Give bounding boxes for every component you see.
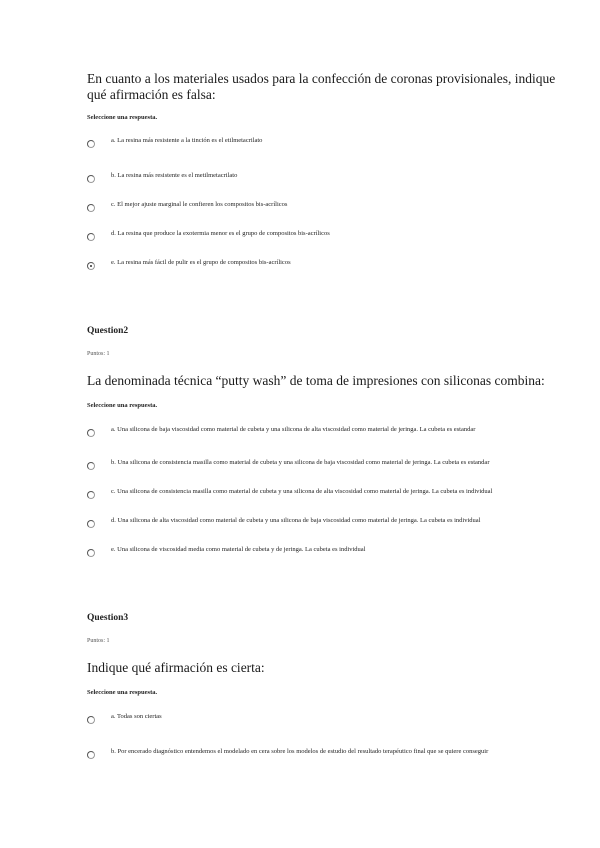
option-label: a. Una silicona de baja viscosidad como material de cubeta y una silicona de alta viscosidad como material de jeringa. La cubeta es estandar (111, 426, 476, 433)
radio-button[interactable] (87, 175, 95, 183)
question-2-heading: Question2 (87, 326, 129, 336)
question-2-text: La denominada técnica “putty wash” de toma de impresiones con siliconas combina: (87, 373, 545, 388)
radio-button[interactable] (87, 429, 95, 437)
radio-button[interactable] (87, 520, 95, 528)
option-label: d. Una silicona de alta viscosidad como material de cubeta y una silicona de baja viscosidad como material de jeringa. La cubeta es individual (111, 517, 481, 524)
question-1-option-d[interactable] (87, 230, 600, 244)
question-1-text-line-1: En cuanto a los materiales usados para la confección de coronas provisionales, indique (87, 71, 556, 86)
option-label: b. Una silicona de consistencia masilla como material de cubeta y una silicona de baja viscosidad como material de jeringa. La cubeta es estandar (111, 459, 490, 466)
option-label: b. Por encerado diagnóstico entendemos el modelado en cera sobre los modelos de estudio del resultado terapéutico final que se quiere conseguir (111, 748, 489, 755)
option-label: b. La resina más resistente es el metilmetacrilato (111, 172, 238, 179)
option-label: c. El mejor ajuste marginal le confieren los compositos bis-acrílicos (111, 201, 288, 208)
question-3-option-b[interactable] (87, 748, 600, 762)
option-label: a. Todas son ciertas (111, 713, 162, 720)
radio-button[interactable] (87, 140, 95, 148)
question-3-option-a[interactable] (87, 713, 600, 727)
question-3-points: Puntos: 1 (87, 638, 110, 644)
question-1-option-b[interactable] (87, 172, 600, 186)
question-1-select-prompt: Seleccione una respuesta. (87, 114, 158, 121)
option-label: e. Una silicona de viscosidad media como material de cubeta y de jeringa. La cubeta es individual (111, 546, 366, 553)
radio-button[interactable] (87, 462, 95, 470)
question-3-heading: Question3 (87, 613, 129, 623)
question-1-text-line-2: qué afirmación es falsa: (87, 87, 216, 102)
radio-button[interactable] (87, 549, 95, 557)
radio-button[interactable] (87, 491, 95, 499)
option-label: e. La resina más fácil de pulir es el grupo de compositos bis-acrílicos (111, 259, 291, 266)
question-2-points: Puntos: 1 (87, 351, 110, 357)
question-2-option-e[interactable] (87, 546, 600, 560)
question-3-select-prompt: Seleccione una respuesta. (87, 689, 158, 696)
question-2-option-c[interactable] (87, 488, 600, 502)
question-1-option-e[interactable] (87, 259, 600, 273)
question-3-text: Indique qué afirmación es cierta: (87, 660, 265, 675)
question-2-option-d[interactable] (87, 517, 600, 531)
question-1-option-c[interactable] (87, 201, 600, 215)
question-2-option-b[interactable] (87, 459, 600, 473)
option-label: c. Una silicona de consistencia masilla como material de cubeta y una silicona de alta viscosidad como material de jeringa. La cubeta es individual (111, 488, 493, 495)
radio-button[interactable] (87, 751, 95, 759)
question-2-select-prompt: Seleccione una respuesta. (87, 402, 158, 409)
radio-button[interactable] (87, 204, 95, 212)
question-1-option-a[interactable] (87, 137, 600, 151)
question-2-option-a[interactable] (87, 426, 600, 440)
option-label: a. La resina más resistente a la tinción es el etilmetacrilato (111, 137, 263, 144)
radio-button[interactable] (87, 716, 95, 724)
option-label: d. La resina que produce la exotermia menor es el grupo de compositos bis-acrílicos (111, 230, 330, 237)
radio-button-selected[interactable] (87, 262, 95, 270)
radio-button[interactable] (87, 233, 95, 241)
